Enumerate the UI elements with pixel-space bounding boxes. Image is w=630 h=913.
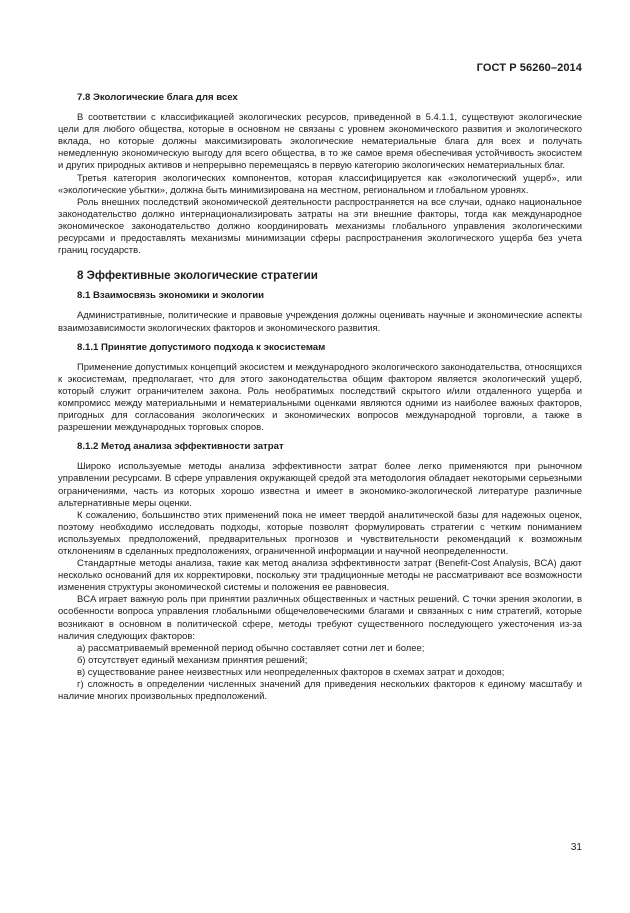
section-8-heading: 8 Эффективные экологические стратегии — [77, 269, 318, 283]
standard-number: ГОСТ Р 56260–2014 — [476, 62, 582, 74]
paragraph: К сожалению, большинство этих применений пока не имеет твердой аналитической базы для надежных оценок, поэтому необходимо исследовать подходы, которые позволят формулировать стратегии с четким пониманием используемых предположений, предварительных прогнозов и чувствительности рекомендаций к возможным отклонениям в сделанных предположениях, ограниченной информации и научной неопределенности. — [58, 509, 582, 557]
section-8-1-2-heading: 8.1.2 Метод анализа эффективности затрат — [77, 441, 284, 453]
paragraph: BCA играет важную роль при принятии различных общественных и частных решений. С точки зрения экологии, в особенности вопроса управления глобальными общечеловеческими благами и связанных с ним стратегий, которые возникают в основном в политической сфере, методы требуют существенного последующего ужесточения из-за наличия следующих факторов: — [58, 594, 582, 642]
list-item: в) существование ранее неизвестных или неопределенных факторов в схемах затрат и доходов; — [77, 666, 505, 678]
paragraph: Стандартные методы анализа, такие как метод анализа эффективности затрат (Benefit-Cost Analysis, BCA) дают несколько оснований для их корректировки, поскольку эти традиционные методы не рассматривают все возможности изменения структуры экономической системы и положения ее равновесия. — [58, 558, 582, 594]
paragraph: Широко используемые методы анализа эффективности затрат более легко применяются при рыночном управлении ресурсами. В сфере управления окружающей средой эта методология обладает некоторыми серьезными ограничениями, часть из которых хорошо известна и имеет в экономико-экологической литературе различные альтернативные меры оценки. — [58, 461, 582, 509]
list-item: а) рассматриваемый временной период обычно составляет сотни лет и более; — [77, 642, 425, 654]
factor-list — [58, 643, 582, 703]
section-8-1-1-heading: 8.1.1 Принятие допустимого подхода к экосистемам — [77, 341, 326, 353]
section-8-1-heading: 8.1 Взаимосвязь экономики и экологии — [77, 290, 265, 302]
paragraph: В соответствии с классификацией экологических ресурсов, приведенной в 5.4.1.1, существуют экологические цели для любого общества, которые в основном не связаны с уровнем экономического развития и экологического вклада, но которые должны максимизировать экологические нематериальные блага для всех и получать немедленную экономическую выгоду для всего общества, в то же самое время обеспечивая устойчивость экосистем и других природных активов и непрерывно перемещаясь в первую категорию экологических нематериальных благ. — [58, 112, 582, 172]
section-7-8-heading: 7.8 Экологические блага для всех — [77, 92, 238, 103]
paragraph: Применение допустимых концепций экосистем и международного экологического законодательства, относящихся к экосистемам, предполагает, что для этого законодательства общим фактором является экологический ущерб, который служит ограничителем закона. Роль необратимых последствий скрытого и/или отдаленного ущерба и компромисс между материальными и нематериальными оценками являются одними из наиболее важных факторов, пригодных для согласования экологических и экономических вопросов международной торговли, а также в разрешении международных торговых споров. — [58, 361, 582, 434]
page-number: 31 — [570, 842, 582, 853]
paragraph: Третья категория экологических компонентов, которая классифицируется как «экологический ущерб», или «экологические убытки», должна быть минимизирована на местном, региональном и глобальном уровнях. — [58, 172, 582, 196]
document-body — [58, 92, 582, 703]
list-item: б) отсутствует единый механизм принятия решений; — [77, 654, 308, 666]
paragraph: Административные, политические и правовые учреждения должны оценивать научные и экономические аспекты взаимозависимости экологических факторов и экономического развития. — [58, 310, 582, 334]
paragraph: Роль внешних последствий экономической деятельности распространяется на все случаи, однако национальное законодательство должно интернационализировать затраты на эти внешние факторы, тогда как международное экономическое законодательство должно координировать механизмы глобального управления экологическими ресурсами и предоставлять механизмы минимизации сферы распространения экологического ущерба без учета границ государств. — [58, 196, 582, 257]
list-item: г) сложность в определении численных значений для приведения нескольких факторов к единому масштабу и наличие многих произвольных предположений. — [58, 679, 582, 703]
